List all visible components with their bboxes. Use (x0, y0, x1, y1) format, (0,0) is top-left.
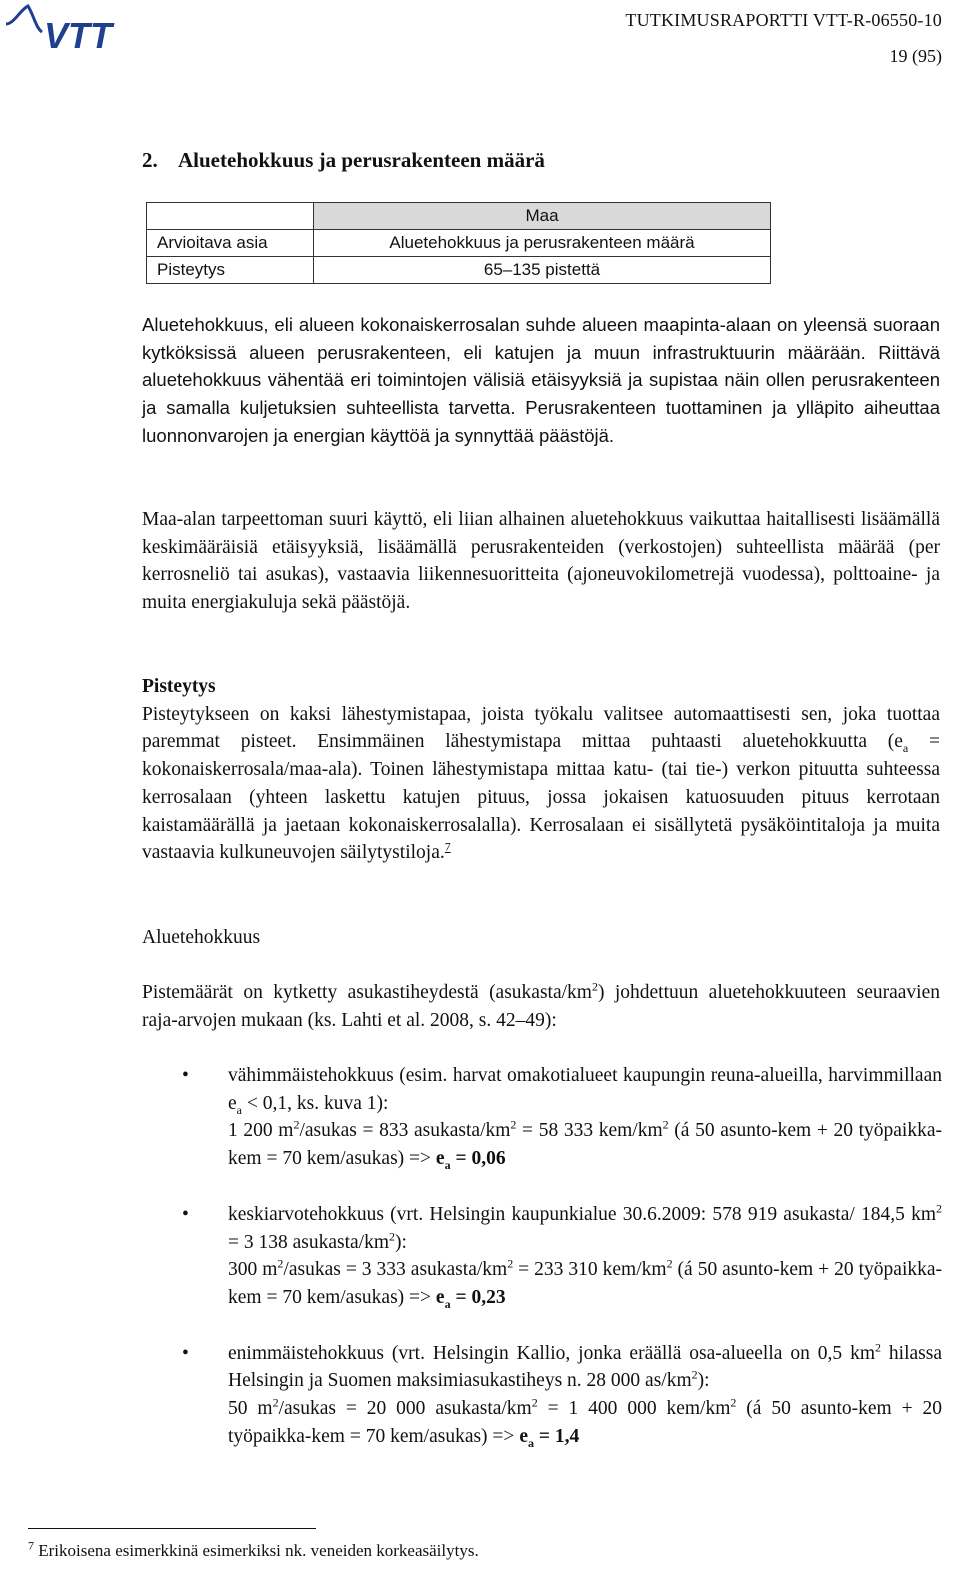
footnote-ref: 7 (444, 839, 451, 854)
table-header: Maa (314, 203, 771, 230)
table-row (147, 257, 771, 284)
section-title: Aluetehokkuus ja perusrakenteen määrä (178, 148, 545, 172)
section-heading (142, 148, 545, 173)
bullet-icon: • (182, 1203, 189, 1225)
vtt-logo (4, 2, 156, 54)
bullet-icon: • (182, 1342, 189, 1364)
table-row-label: Pisteytys (147, 257, 314, 284)
page-number: 19 (95) (889, 46, 942, 66)
assessment-table (146, 202, 771, 284)
list-item: • vähimmäistehokkuus (esim. harvat omakotialueet kaupungin reuna-alueilla, harvimmillaan $e_a < 0,1$, ks. kuva 1): 1 200 $m^2$/asukas = 833 asukasta/$km^2 = 58$ 333 kem/$km^2$ (á 50 asunto-kem + 20 työpaikka-kem = 70 kem/asukas) => $e_a = 0,06$ (142, 1062, 942, 1173)
table-row-value: Aluetehokkuus ja perusrakenteen määrä (314, 230, 771, 257)
paragraph-3: Pisteytykseen on kaksi lähestymistapaa, joista työkalu valitsee automaattisesti sen, joka tuottaa paremmat pisteet. Ensimmäinen lähestymistapa mittaa puhtaasti aluetehokkuutta ($e_a$ = kokonaiskerrosala/maa-ala). Toinen lähestymistapa mittaa katu- (tai tie-) verkon pituutta suhteessa kerrosalaan (yhteen laskettu katujen pituus, jossa jokaisen katuosuuden pituus kerrotaan kaistamäärällä ja jaetaan kokonaiskerrosalalla). Kerrosalaan ei sisällytetä pysäköintitaloja ja muita vastaavia kulkuneuvojen säilytystiloja.$^7$ (142, 703, 940, 864)
bullet-icon: • (182, 1065, 189, 1086)
pisteytys-section (142, 673, 940, 867)
pisteytys-heading: Pisteytys (142, 676, 216, 697)
logo-text: VTT (44, 15, 112, 54)
list-item: • enimmäistehokkuus (vrt. Helsingin Kallio, jonka eräällä osa-alueella on 0,5 $km^2$ hilassa Helsingin ja Suomen maksimiasukastiheys n. 28 000 $as/km^2$): 50 $m^2$/asukas = 20 000 asukasta/$km^2 = 1$ 400 000 kem/$km^2$ (á 50 asunto-kem + 20 työpaikka-kem = 70 kem/asukas) => $e_a = 1,4$ (182, 1340, 943, 1450)
efficiency-list (142, 1062, 942, 1478)
aluetehokkuus-heading: Aluetehokkuus (142, 927, 261, 948)
table-row (147, 230, 771, 257)
paragraph-1: Aluetehokkuus, eli alueen kokonaiskerrosalan suhde alueen maapinta-alaan on yleensä suoraan kytköksissä alueen perusrakenteen, eli katujen ja muun infrastruktuurin määrään. Riittävä aluetehokkuus vähentää eri toimintojen välisiä etäisyyksiä ja supistaa näin ollen perusrakenteen ja samalla kuljetuksien suhteellista tarvetta. Perusrakenteen tuottaminen ja ylläpito aiheuttaa luonnonvarojen ja energian käyttöä ja synnyttää päästöjä. (142, 314, 940, 446)
paragraph-2: Maa-alan tarpeettoman suuri käyttö, eli liian alhainen aluetehokkuus vaikuttaa haitallisesti lisäämällä keskimääräisiä etäisyyksiä, lisäämällä perusrakenteiden (verkostojen) suhteellista määrää (per kerrosneliö tai asukas), vastaavia liikennesuoritteita (ajoneuvokilometrejä vuodessa), polttoaine- ja muita energiakuluja sekä päästöjä. (142, 509, 940, 614)
footnote-number: 7 (28, 1538, 34, 1553)
table-row-label: Arvioitava asia (147, 230, 314, 257)
list-item: • keskiarvotehokkuus (vrt. Helsingin kaupunkialue 30.6.2009: 578 919 asukasta/ 184,5 $km^2 = 3$ 138 asukasta/$km^2$): 300 $m^2$/asukas = 3 333 asukasta/$km^2 = 233$ 310 kem/$km^2$ (á 50 asunto-kem + 20 työpaikka-kem = 70 kem/asukas) => $e_a = 0,23$ (182, 1201, 943, 1311)
footnote-text: Erikoisena esimerkkinä esimerkiksi nk. veneiden korkeasäilytys. (34, 1541, 479, 1560)
paragraph-4: Pistemäärät on kytketty asukastiheydestä $(asukasta/km^2)$ johdettuun aluetehokkuuteen seuraavien raja-arvojen mukaan (ks. Lahti et al. 2008, s. 42–49): (142, 979, 940, 1031)
section-number: 2. (142, 148, 158, 172)
footnote (28, 1538, 479, 1561)
report-id: TUTKIMUSRAPORTTI VTT-R-06550-10 (625, 10, 942, 30)
table-header-row (147, 203, 771, 230)
table-row-value: 65–135 pistettä (314, 257, 771, 284)
footnote-divider (28, 1528, 316, 1529)
